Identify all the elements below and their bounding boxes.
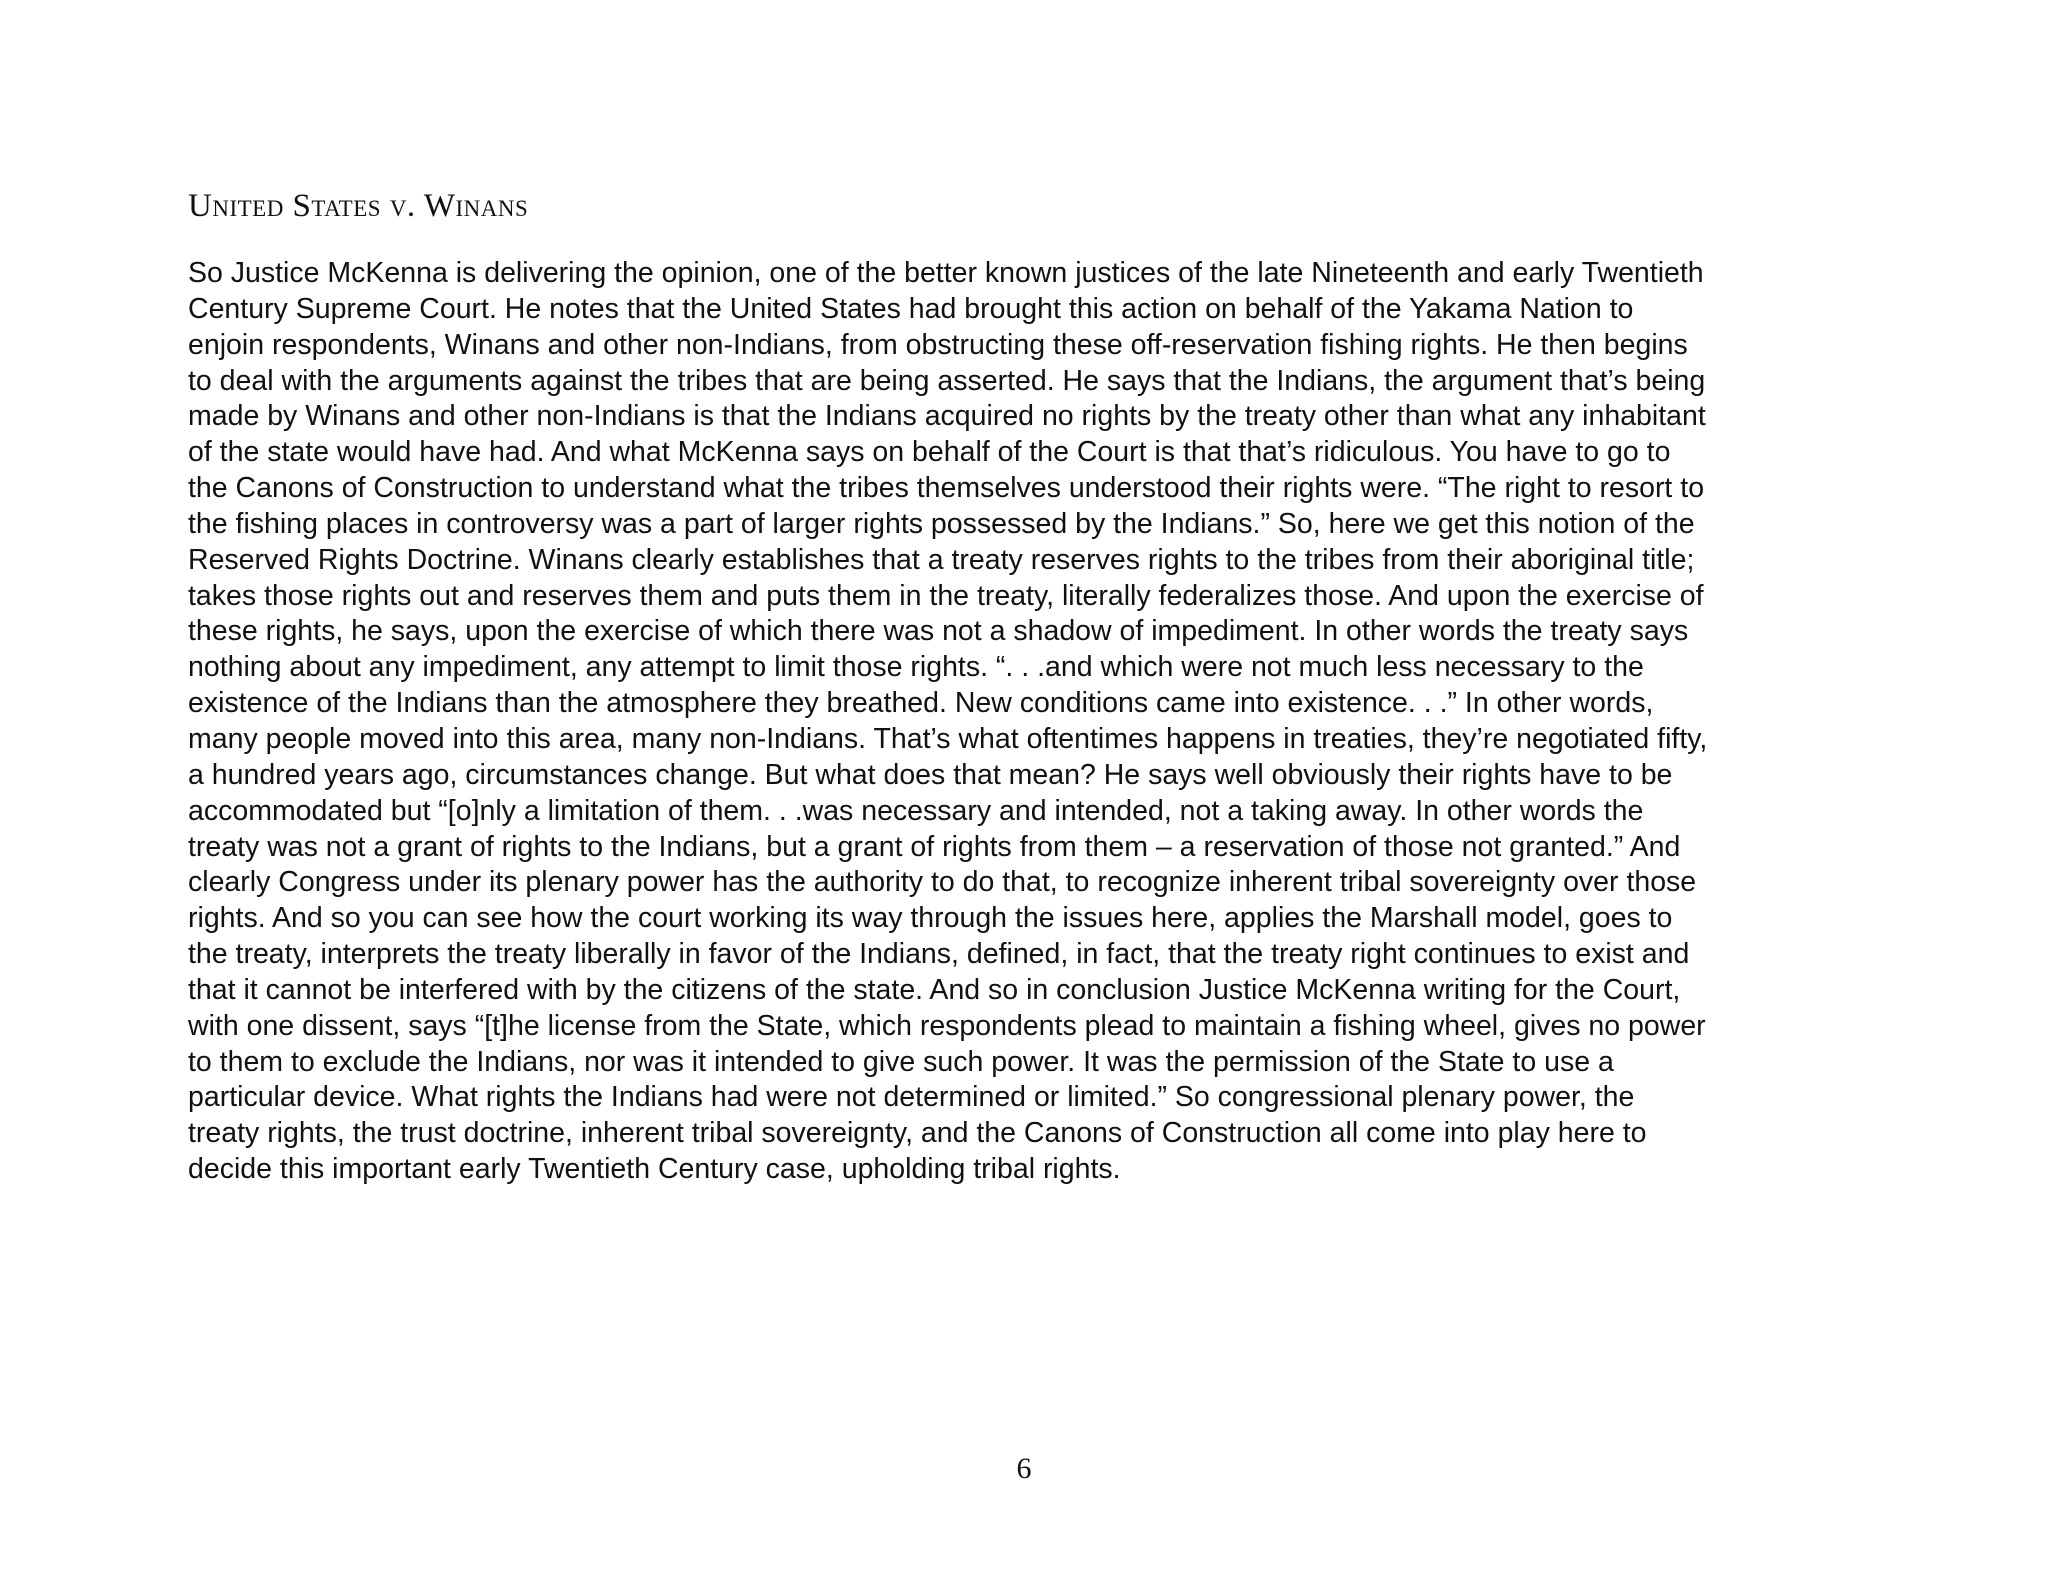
paragraph-line: a hundred years ago, circumstances change. But what does that mean? He says well obviously their rights have to be bbox=[188, 758, 1673, 791]
paragraph-line: existence of the Indians than the atmosphere they breathed. New conditions came into existence. . .” In other words, bbox=[188, 687, 1654, 720]
paragraph-line: treaty was not a grant of rights to the Indians, but a grant of rights from them – a reservation of those not granted.” And bbox=[188, 830, 1681, 863]
paragraph-line: So Justice McKenna is delivering the opinion, one of the better known justices of the late Nineteenth and early Twentieth bbox=[188, 257, 1704, 289]
paragraph-line: particular device. What rights the Indians had were not determined or limited.” So congressional plenary power, the bbox=[188, 1081, 1635, 1114]
paragraph-line: made by Winans and other non-Indians is that the Indians acquired no rights by the treaty other than what any inhabitant bbox=[188, 400, 1706, 433]
paragraph-line: that it cannot be interfered with by the citizens of the state. And so in conclusion Justice McKenna writing for the Court, bbox=[188, 973, 1681, 1006]
paragraph-line: accommodated but “[o]nly a limitation of them. . .was necessary and intended, not a taking away. In other words the bbox=[188, 794, 1644, 827]
paragraph-line: Century Supreme Court. He notes that the United States had brought this action on behalf of the Yakama Nation to bbox=[188, 292, 1634, 325]
paragraph-line: to them to exclude the Indians, nor was it intended to give such power. It was the permission of the State to use a bbox=[188, 1045, 1614, 1078]
body-paragraph bbox=[188, 256, 1888, 1188]
paragraph-line: takes those rights out and reserves them and puts them in the treaty, literally federalizes those. And upon the exercise of bbox=[188, 579, 1704, 612]
paragraph-line: treaty rights, the trust doctrine, inherent tribal sovereignty, and the Canons of Construction all come into play here to bbox=[188, 1117, 1647, 1150]
paragraph-line: these rights, he says, upon the exercise of which there was not a shadow of impediment. In other words the treaty says bbox=[188, 615, 1689, 648]
paragraph-line: many people moved into this area, many non-Indians. That’s what oftentimes happens in treaties, they’re negotiated fifty, bbox=[188, 722, 1708, 755]
paragraph-line: with one dissent, says “[t]he license from the State, which respondents plead to maintain a fishing wheel, gives no power bbox=[188, 1009, 1706, 1042]
section-heading: United States v. Winans bbox=[188, 188, 529, 224]
paragraph-line: the Canons of Construction to understand what the tribes themselves understood their rights were. “The right to resort to bbox=[188, 472, 1705, 505]
paragraph-line: rights. And so you can see how the court working its way through the issues here, applies the Marshall model, goes to bbox=[188, 902, 1673, 935]
paragraph-line: clearly Congress under its plenary power has the authority to do that, to recognize inherent tribal sovereignty over those bbox=[188, 866, 1697, 899]
paragraph-line: Reserved Rights Doctrine. Winans clearly establishes that a treaty reserves rights to the tribes from their aboriginal title; bbox=[188, 543, 1695, 576]
paragraph-line: the treaty, interprets the treaty liberally in favor of the Indians, defined, in fact, that the treaty right continues to exist and bbox=[188, 938, 1690, 971]
paragraph-line: of the state would have had. And what McKenna says on behalf of the Court is that that’s ridiculous. You have to go to bbox=[188, 436, 1671, 469]
paragraph-line: enjoin respondents, Winans and other non-Indians, from obstructing these off-reservation fishing rights. He then begins bbox=[188, 328, 1688, 361]
page-number: 6 bbox=[1016, 1452, 1032, 1485]
paragraph-line: the fishing places in controversy was a part of larger rights possessed by the Indians.” So, here we get this notion of the bbox=[188, 507, 1695, 540]
paragraph-line: to deal with the arguments against the tribes that are being asserted. He says that the Indians, the argument that’s being bbox=[188, 364, 1706, 397]
paragraph-line: nothing about any impediment, any attempt to limit those rights. “. . .and which were not much less necessary to the bbox=[188, 651, 1644, 684]
paragraph-line: decide this important early Twentieth Century case, upholding tribal rights. bbox=[188, 1153, 1121, 1186]
